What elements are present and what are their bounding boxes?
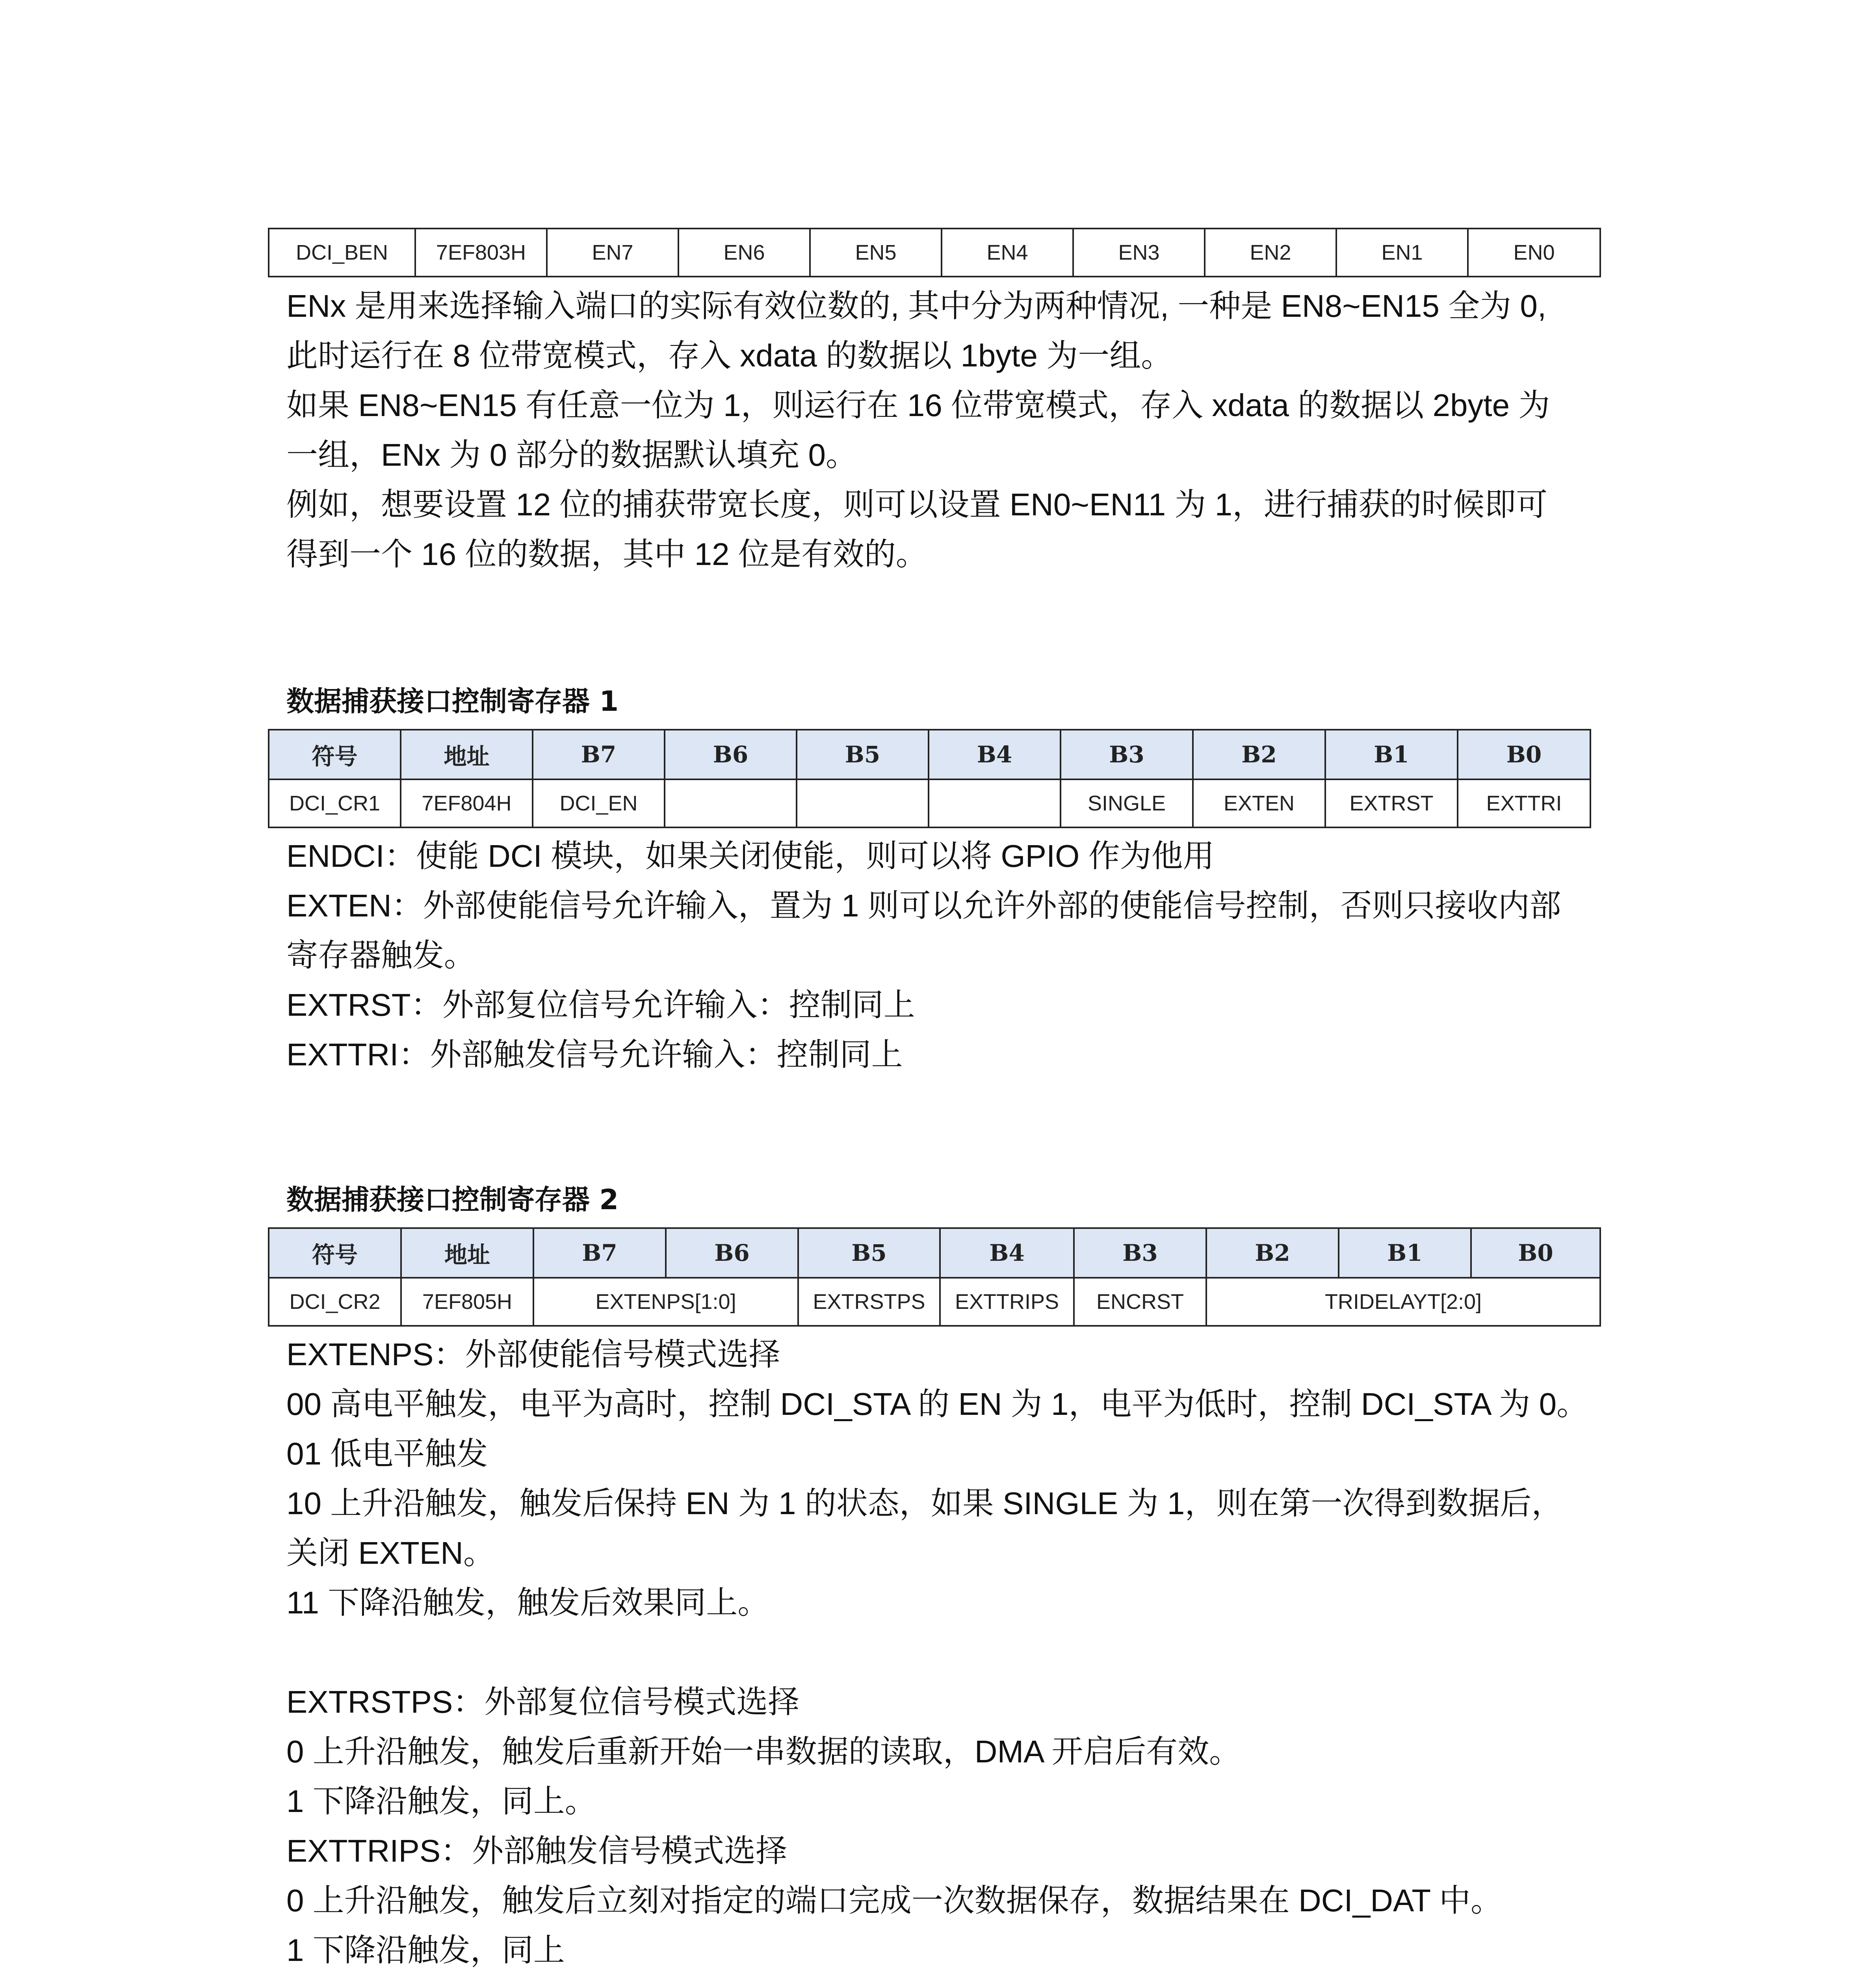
- table-cell: EXTRSTPS: [798, 1278, 940, 1326]
- table-cell: DCI_CR2: [269, 1278, 401, 1326]
- header-cell: B4: [940, 1228, 1074, 1278]
- header-cell: 符号: [269, 730, 401, 779]
- table-cell: EXTENPS[1:0]: [533, 1278, 798, 1326]
- table-cell: EN4: [942, 229, 1073, 277]
- table-cell: EN1: [1336, 229, 1468, 277]
- paragraph-line: 1 下降沿触发，同上。: [286, 1784, 596, 1819]
- header-cell: B7: [533, 730, 665, 779]
- paragraph-line: 01 低电平触发: [286, 1436, 488, 1471]
- header-cell: B7: [533, 1228, 666, 1278]
- table-cell: EN3: [1073, 229, 1205, 277]
- paragraph-line: ENDCI：使能 DCI 模块，如果关闭使能，则可以将 GPIO 作为他用: [286, 838, 1215, 873]
- paragraph-line: 此时运行在 8 位带宽模式，存入 xdata 的数据以 1byte 为一组。: [286, 338, 1173, 373]
- table-cell: 7EF804H: [401, 779, 533, 827]
- header-cell: B3: [1074, 1228, 1206, 1278]
- header-cell: B3: [1061, 730, 1193, 779]
- paragraph-line: 10 上升沿触发，触发后保持 EN 为 1 的状态，如果 SINGLE 为 1，则在第一次得到数据后，: [286, 1486, 1563, 1521]
- header-cell: B2: [1206, 1228, 1339, 1278]
- section-heading-cr1: 数据捕获接口控制寄存器 1: [286, 685, 619, 717]
- paragraph-line: 11 下降沿触发，触发后效果同上。: [286, 1585, 769, 1620]
- paragraph-line: EXTRSTPS：外部复位信号模式选择: [286, 1684, 800, 1719]
- paragraph-line: 例如，想要设置 12 位的捕获带宽长度，则可以设置 EN0~EN11 为 1，进行捕获的时候即可: [286, 487, 1548, 522]
- table-cell: DCI_BEN: [269, 229, 415, 277]
- header-cell: B1: [1339, 1228, 1471, 1278]
- header-cell: B2: [1193, 730, 1325, 779]
- table-cell: DCI_CR1: [269, 779, 401, 827]
- dci-cr1-description: [286, 831, 1618, 1080]
- header-cell: B0: [1471, 1228, 1600, 1278]
- header-cell: B1: [1325, 730, 1458, 779]
- paragraph-line: 0 上升沿触发，触发后立刻对指定的端口完成一次数据保存，数据结果在 DCI_DAT 中。: [286, 1883, 1503, 1918]
- table-cell: EXTTRI: [1458, 779, 1590, 827]
- table-cell: 7EF805H: [401, 1278, 533, 1326]
- table-cell: EN0: [1468, 229, 1600, 277]
- table-cell: ENCRST: [1074, 1278, 1206, 1326]
- dci-cr2-table: [268, 1227, 1601, 1327]
- header-cell: 符号: [269, 1228, 401, 1278]
- header-cell: B6: [665, 730, 797, 779]
- dci-cr2-description: [286, 1330, 1618, 1970]
- table-cell: EN2: [1205, 229, 1336, 277]
- dci-ben-table: [268, 228, 1601, 277]
- table-header-row: [269, 1228, 1600, 1278]
- paragraph-line: 00 高电平触发，电平为高时，控制 DCI_STA 的 EN 为 1，电平为低时，控制 DCI_STA 为 0。: [286, 1386, 1588, 1422]
- paragraph-line: 得到一个 16 位的数据，其中 12 位是有效的。: [286, 537, 927, 572]
- table-cell: EXTRST: [1325, 779, 1458, 827]
- paragraph-line: EXTEN：外部使能信号允许输入，置为 1 则可以允许外部的使能信号控制，否则只接收内部: [286, 888, 1561, 923]
- paragraph-line: 一组，ENx 为 0 部分的数据默认填充 0。: [286, 437, 858, 472]
- dci-ben-description: [286, 281, 1618, 579]
- paragraph-line: EXTENPS：外部使能信号模式选择: [286, 1337, 780, 1372]
- header-cell: B4: [929, 730, 1061, 779]
- table-cell: SINGLE: [1061, 779, 1193, 827]
- header-cell: 地址: [401, 1228, 533, 1278]
- table-cell: [797, 779, 929, 827]
- header-cell: B0: [1458, 730, 1590, 779]
- table-cell: DCI_EN: [533, 779, 665, 827]
- table-cell: EN6: [678, 229, 810, 277]
- dci-cr1-table: [268, 729, 1591, 828]
- table-cell: TRIDELAYT[2:0]: [1206, 1278, 1600, 1326]
- table-cell: EN7: [547, 229, 678, 277]
- table-header-row: [269, 730, 1590, 779]
- paragraph-line: 1 下降沿触发，同上: [286, 1933, 565, 1968]
- section-heading-cr2: 数据捕获接口控制寄存器 2: [286, 1184, 619, 1216]
- table-cell: EXTTRIPS: [940, 1278, 1074, 1326]
- header-cell: B6: [666, 1228, 798, 1278]
- table-row: [269, 229, 1600, 277]
- table-cell: 7EF803H: [415, 229, 547, 277]
- paragraph-line: EXTRST：外部复位信号允许输入：控制同上: [286, 987, 915, 1022]
- header-cell: B5: [797, 730, 929, 779]
- header-cell: B5: [798, 1228, 940, 1278]
- paragraph-line: EXTTRIPS：外部触发信号模式选择: [286, 1833, 788, 1868]
- blank-line: [286, 1628, 1618, 1677]
- table-row: [269, 1278, 1600, 1326]
- paragraph-line: 如果 EN8~EN15 有任意一位为 1，则运行在 16 位带宽模式，存入 xdata 的数据以 2byte 为: [286, 388, 1550, 423]
- table-row: [269, 779, 1590, 827]
- paragraph-line: 寄存器触发。: [286, 938, 476, 973]
- table-cell: [929, 779, 1061, 827]
- table-cell: [665, 779, 797, 827]
- paragraph-line: EXTTRI：外部触发信号允许输入：控制同上: [286, 1037, 903, 1072]
- paragraph-line: 0 上升沿触发，触发后重新开始一串数据的读取，DMA 开启后有效。: [286, 1734, 1241, 1769]
- table-cell: EXTEN: [1193, 779, 1325, 827]
- paragraph-line: 关闭 EXTEN。: [286, 1535, 495, 1570]
- table-cell: EN5: [810, 229, 942, 277]
- header-cell: 地址: [401, 730, 533, 779]
- paragraph-line: ENx 是用来选择输入端口的实际有效位数的, 其中分为两种情况, 一种是 EN8~EN15 全为 0,: [286, 288, 1547, 323]
